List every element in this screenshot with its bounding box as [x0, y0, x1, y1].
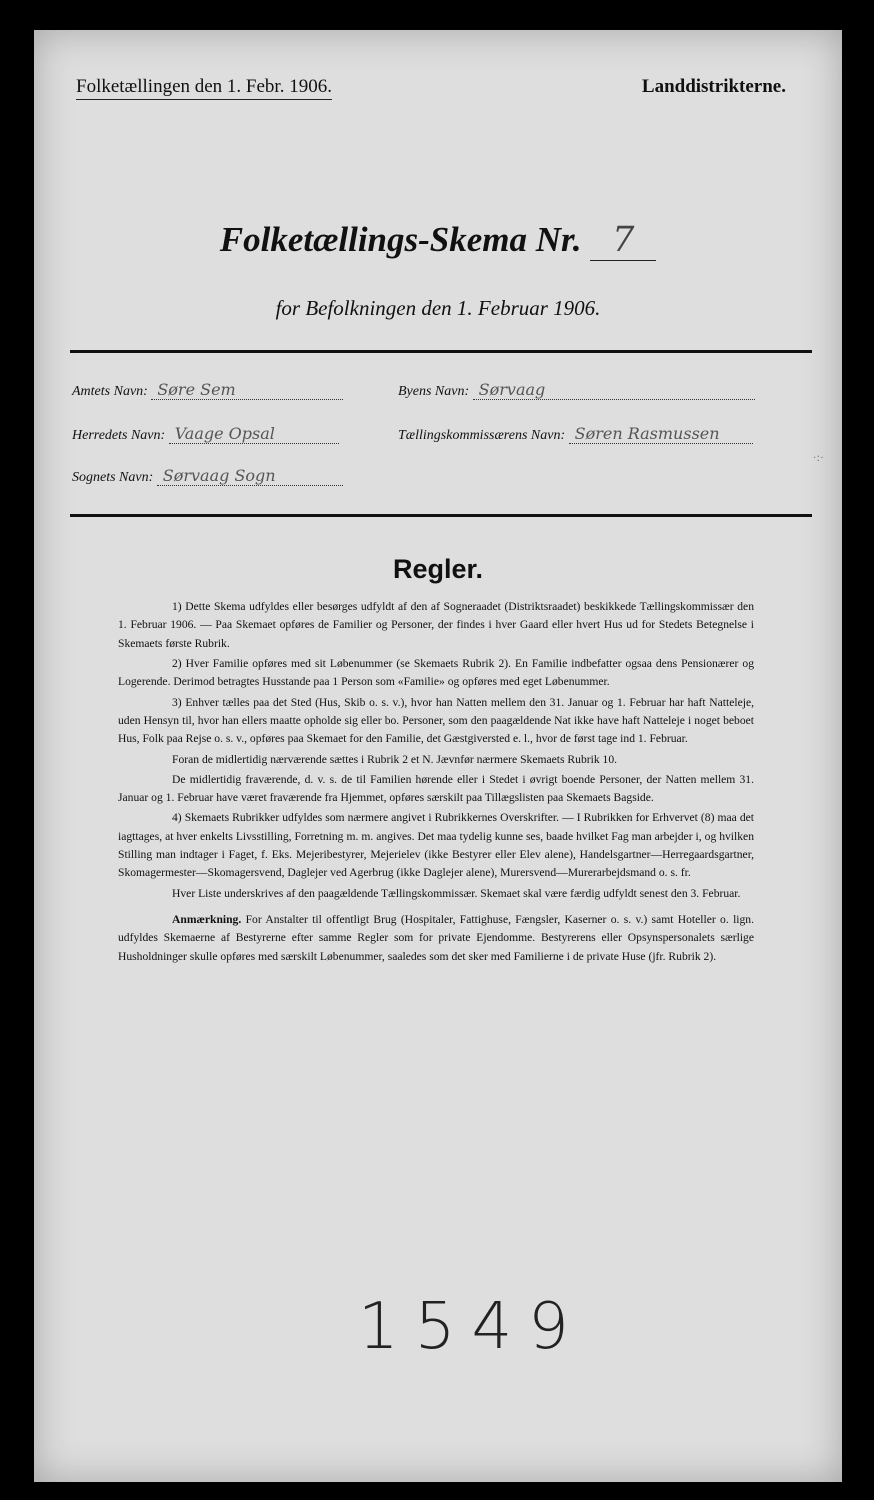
- rules-heading: Regler.: [392, 554, 484, 584]
- form-number: 7: [590, 220, 656, 261]
- kommissaer-value: Søren Rasmussen: [569, 424, 753, 444]
- sogn-field: [72, 466, 343, 486]
- sogn-value: Sørvaag Sogn: [157, 466, 343, 486]
- rules-body: [118, 598, 754, 968]
- rule-paragraph-3: 3) Enhver tælles paa det Sted (Hus, Skib o. s. v.), hvor han Natten mellem den 31. Januar og 1. Februar har haft Natteleje, uden Hensyn til, hvor han ellers maatte opholde sig eller bo. Personer, som den paagældende Nat ikke have haft Natteleje i noget beboet Hus, Folk paa Rejse o. s. v., opføres paa Skemaet for den Familie, det Gæstgiversted e. l., hvor de først tage ind 1. Februar.: [118, 695, 754, 746]
- margin-mark: ·:·: [812, 450, 824, 464]
- amt-label: Amtets Navn:: [72, 384, 148, 399]
- rule-note: [118, 911, 754, 966]
- amt-value: Søre Sem: [151, 380, 343, 400]
- census-header-left: Folketællingen den 1. Febr. 1906.: [76, 76, 332, 100]
- handwritten-number: 1549: [358, 1290, 585, 1364]
- herred-value: Vaage Opsal: [169, 424, 339, 444]
- byen-field: [398, 380, 755, 400]
- rule-paragraph-1: 1) Dette Skema udfyldes eller besørges udfyldt af den af Sogneraadet (Distriktsraadet) beskikkede Tællingskommissær den 1. Februar 1906. — Paa Skemaet opføres de Familier og Personer, der findes i hver Gaard eller hvert Hus ud for Stedets Betegnelse i Skemaets første Rubrik.: [118, 600, 754, 650]
- divider-top: [70, 350, 812, 353]
- rule-paragraph-4: Foran de midlertidig nærværende sættes i Rubrik 2 et N. Jævnfør nærmere Skemaets Rubrik 10.: [172, 752, 618, 766]
- byen-label: Byens Navn:: [398, 384, 470, 399]
- form-subtitle: for Befolkningen den 1. Februar 1906.: [275, 296, 601, 320]
- form-title-text: Folketællings-Skema Nr.: [219, 220, 582, 259]
- amt-field: [72, 380, 343, 400]
- census-form-sheet: [34, 30, 842, 1482]
- rule-paragraph-7: Hver Liste underskrives af den paagældende Tællingskommissær. Skemaet skal være færdig udfyldt senest den 3. Februar.: [172, 886, 741, 900]
- census-header-right: Landdistrikterne.: [641, 76, 786, 97]
- kommissaer-field: [398, 424, 753, 444]
- rule-paragraph-5: De midlertidig fraværende, d. v. s. de til Familien hørende eller i Stedet i øvrigt boende Personer, der Natten mellem 31. Januar og 1. Februar have været fraværende fra Hjemmet, opføres særskilt paa Tillægslisten paa Skemaets Bagside.: [118, 772, 754, 805]
- note-text: For Anstalter til offentligt Brug (Hospitaler, Fattighuse, Fængsler, Kaserner o. s. v.) samt Hoteller o. lign. udfyldes Skemaerne af Bestyrerne efter samme Regler som for private Ejendomme. Bestyrerens eller Opsynspersonalets særlige Husholdninger skulle opføres med særskilt Løbenummer, saaledes som det sker med Familierne i de private Huse (jfr. Rubrik 2).: [118, 913, 754, 963]
- divider-bottom: [70, 514, 812, 517]
- sogn-label: Sognets Navn:: [72, 470, 154, 485]
- rule-paragraph-2: 2) Hver Familie opføres med sit Løbenummer (se Skemaets Rubrik 2). En Familie indbefatter ogsaa dens Pensionærer og Logerende. Derimod betragtes Husstande paa 1 Person som «Familie» og opføres med eget Løbenummer.: [118, 656, 754, 689]
- form-title: [34, 220, 842, 261]
- rule-paragraph-6: 4) Skemaets Rubrikker udfyldes som nærmere angivet i Rubrikkernes Overskrifter. — I Rubrikken for Erhvervet (8) maa det iagttages, at hver enkelts Livsstilling, Forretning m. m. angives. Det maa tydelig kunne ses, baade hvilket Fag man arbejder i, og hvilken Stilling man indtager i Faget, f. Eks. Mejeribestyrer, Mejerielev (ikke Bestyrer eller Elev alene), Handelsgartner—Herregaardsgartner, Skomagermester—Skomagersvend, Daglejer ved Agerbrug (ikke Daglejer alene), Murersvend—Murerarbejdsmand o. s. fr.: [118, 811, 754, 880]
- byen-value: Sørvaag: [473, 380, 755, 400]
- kommissaer-label: Tællingskommissærens Navn:: [398, 428, 566, 443]
- herred-field: [72, 424, 339, 444]
- herred-label: Herredets Navn:: [72, 428, 166, 443]
- note-lead: Anmærkning.: [172, 913, 242, 926]
